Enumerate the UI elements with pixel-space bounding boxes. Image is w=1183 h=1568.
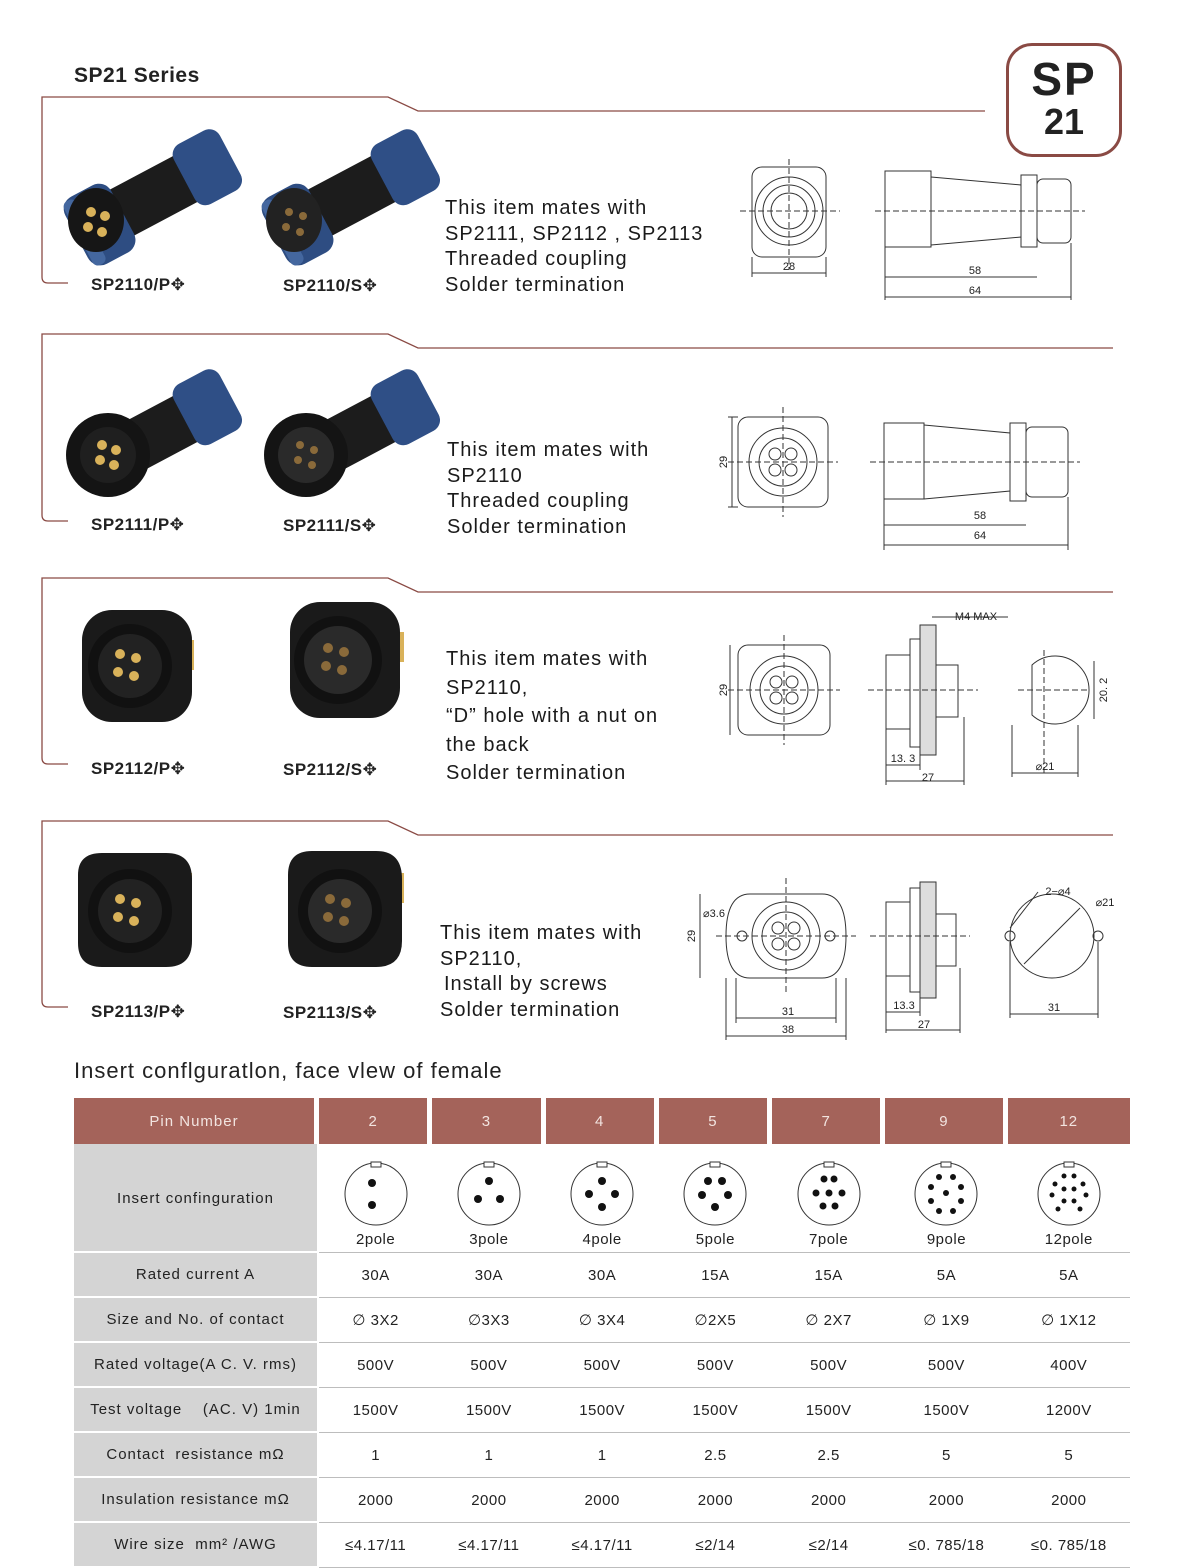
insert-config-title: Insert conflguratlon, face vlew of female <box>74 1058 503 1083</box>
table-cell: 500V <box>432 1343 545 1388</box>
sp2110-description <box>445 196 703 298</box>
table-cell: ∅ 3X2 <box>319 1298 432 1343</box>
sp2112-description <box>446 645 658 788</box>
desc-line: This item mates with <box>447 439 650 461</box>
sp2112-dimension-drawing <box>708 605 1118 790</box>
insert-4pole-diagram <box>567 1159 637 1229</box>
table-cell: 1500V <box>885 1388 1007 1433</box>
table-row <box>74 1478 1130 1523</box>
desc-line: This item mates with <box>445 197 648 219</box>
dim-face-width: 28 <box>782 261 796 273</box>
dim-depth-1: 13. 3 <box>890 753 916 765</box>
table-cell: 1200V <box>1008 1388 1130 1433</box>
desc-line: This item mates with <box>440 922 643 944</box>
dim-cutout: ⌀21 <box>1095 897 1115 909</box>
pole-label: 7pole <box>809 1231 849 1248</box>
table-cell: 15A <box>772 1253 885 1298</box>
table-cell: 1500V <box>319 1388 432 1433</box>
table-row <box>74 1144 1130 1253</box>
dim-length-1: 58 <box>973 510 987 522</box>
table-cell: 5A <box>1008 1253 1130 1298</box>
table-cell: 2000 <box>772 1478 885 1523</box>
table-cell: 1 <box>546 1433 659 1478</box>
row-label: Insert confinguration <box>74 1144 319 1253</box>
table-row <box>74 1343 1130 1388</box>
table-cell: 2000 <box>885 1478 1007 1523</box>
table-cell: ∅ 1X9 <box>885 1298 1007 1343</box>
desc-line: SP2111, SP2112 , SP2113 <box>445 222 704 245</box>
table-cell: 5 <box>885 1433 1007 1478</box>
desc-line: Solder termination <box>446 762 627 784</box>
desc-line: This item mates with <box>446 648 649 670</box>
desc-line: SP2110, <box>440 947 523 970</box>
insert-config-cell <box>659 1144 772 1253</box>
sp2110-socket-label: SP2110/S✥ <box>283 276 378 295</box>
table-cell: ∅3X3 <box>432 1298 545 1343</box>
table-cell: 500V <box>772 1343 885 1388</box>
table-cell: ≤4.17/11 <box>432 1523 545 1568</box>
sp2110-dimension-drawing <box>735 155 1115 305</box>
pin-count-header: 2 <box>319 1098 432 1144</box>
table-cell: 30A <box>319 1253 432 1298</box>
desc-line: Install by screws <box>444 973 608 995</box>
insert-config-cell <box>432 1144 545 1253</box>
desc-line: “D” hole with a nut on <box>446 705 659 727</box>
desc-line: SP2110 <box>447 464 523 487</box>
dim-hole-height: 20. 2 <box>1098 677 1110 703</box>
dim-depth-2: 27 <box>921 772 935 784</box>
sp2110-plug-label: SP2110/P✥ <box>91 275 186 294</box>
table-cell: ≤2/14 <box>659 1523 772 1568</box>
table-cell: ∅ 2X7 <box>772 1298 885 1343</box>
table-cell: ≤2/14 <box>772 1523 885 1568</box>
table-header-row <box>74 1098 1130 1144</box>
dim-length-2: 64 <box>968 285 982 297</box>
pole-label: 9pole <box>926 1231 967 1248</box>
table-row <box>74 1388 1130 1433</box>
desc-line: SP2110, <box>446 676 529 699</box>
table-cell: 2.5 <box>659 1433 772 1478</box>
dim-mount-holes: 2−⌀4 <box>1045 886 1071 898</box>
table-cell: 2000 <box>1008 1478 1130 1523</box>
dim-length-2: 64 <box>973 530 987 542</box>
insert-2pole-diagram <box>341 1159 411 1229</box>
table-cell: 2.5 <box>772 1433 885 1478</box>
table-cell: 2000 <box>319 1478 432 1523</box>
table-cell: 1500V <box>546 1388 659 1433</box>
dim-face-height: 29 <box>686 929 698 943</box>
table-cell: 500V <box>885 1343 1007 1388</box>
dim-depth-1: 13.3 <box>893 1000 915 1012</box>
logo-line-2: 21 <box>1043 101 1085 142</box>
sp2113-socket-label: SP2113/S✥ <box>283 1003 378 1022</box>
table-cell: ≤0. 785/18 <box>1008 1523 1130 1568</box>
sp2113-plug-photo <box>68 845 218 975</box>
table-cell: 30A <box>546 1253 659 1298</box>
row-label: Wire size mm² /AWG <box>74 1523 319 1568</box>
dim-face-height: 29 <box>718 455 730 469</box>
table-cell: 5A <box>885 1253 1007 1298</box>
insert-5pole-diagram <box>680 1159 750 1229</box>
table-row <box>74 1298 1130 1343</box>
table-cell: 5 <box>1008 1433 1130 1478</box>
sp2111-socket-photo <box>256 360 446 510</box>
table-cell: 500V <box>546 1343 659 1388</box>
insert-12pole-diagram <box>1034 1159 1104 1229</box>
table-cell: 500V <box>319 1343 432 1388</box>
sp2112-plug-label: SP2112/P✥ <box>91 759 186 778</box>
insert-3pole-diagram <box>454 1159 524 1229</box>
pin-count-header: 7 <box>772 1098 885 1144</box>
sp2111-dimension-drawing <box>710 405 1110 555</box>
table-cell: ∅ 3X4 <box>546 1298 659 1343</box>
dim-depth-2: 27 <box>917 1019 931 1031</box>
insert-config-cell <box>885 1144 1007 1253</box>
sp2113-socket-photo <box>278 845 428 975</box>
table-cell: 1500V <box>659 1388 772 1433</box>
table-cell: 30A <box>432 1253 545 1298</box>
dim-width-2: 38 <box>781 1024 795 1036</box>
pole-label: 4pole <box>582 1231 622 1248</box>
sp2113-description <box>440 921 642 1023</box>
pin-count-header: 5 <box>659 1098 772 1144</box>
row-label: Rated current A <box>74 1253 319 1298</box>
pole-label: 5pole <box>695 1231 735 1248</box>
desc-line: Solder termination <box>440 998 621 1021</box>
dim-face-height: 29 <box>718 683 730 697</box>
desc-line: Solder termination <box>445 273 626 296</box>
table-cell: 400V <box>1008 1343 1130 1388</box>
table-cell: 1 <box>432 1433 545 1478</box>
row-label: Test voltage (AC. V) 1min <box>74 1388 319 1433</box>
table-cell: ∅2X5 <box>659 1298 772 1343</box>
row-label: Size and No. of contact <box>74 1298 319 1343</box>
sp2110-socket-photo <box>256 120 446 270</box>
row-label: Contact resistance mΩ <box>74 1433 319 1478</box>
table-cell: 2000 <box>546 1478 659 1523</box>
series-title: SP21 Series <box>74 64 200 87</box>
table-cell: ∅ 1X12 <box>1008 1298 1130 1343</box>
dim-width-1: 31 <box>781 1006 795 1018</box>
sp2112-socket-label: SP2112/S✥ <box>283 760 378 779</box>
insert-config-cell <box>772 1144 885 1253</box>
sp2111-description <box>447 438 649 540</box>
insert-7pole-diagram <box>794 1159 864 1229</box>
row-label: Rated voltage(A C. V. rms) <box>74 1343 319 1388</box>
pole-label: 3pole <box>469 1231 509 1248</box>
table-cell: ≤4.17/11 <box>319 1523 432 1568</box>
dim-length-1: 58 <box>968 265 982 277</box>
spec-table <box>74 1098 1130 1568</box>
sp2113-plug-label: SP2113/P✥ <box>91 1002 186 1021</box>
pole-label: 12pole <box>1044 1231 1093 1248</box>
pin-count-header: 3 <box>432 1098 545 1144</box>
pin-number-header: Pin Number <box>74 1098 319 1144</box>
sp2111-plug-label: SP2111/P✥ <box>91 515 185 534</box>
pin-count-header: 9 <box>885 1098 1007 1144</box>
desc-line: Solder termination <box>447 515 628 538</box>
dim-hole-pitch: 31 <box>1047 1002 1061 1014</box>
dim-hole-diameter: ⌀21 <box>1035 761 1055 773</box>
sp2110-plug-photo <box>58 120 248 270</box>
sp2111-socket-label: SP2111/S✥ <box>283 516 377 535</box>
desc-line: Threaded coupling <box>447 490 630 512</box>
table-cell: 2000 <box>659 1478 772 1523</box>
insert-config-cell <box>546 1144 659 1253</box>
table-cell: ≤4.17/11 <box>546 1523 659 1568</box>
desc-line: the back <box>446 733 530 756</box>
sp2113-dimension-drawing <box>680 868 1120 1043</box>
logo-line-1: SP <box>1031 53 1097 105</box>
table-cell: 1500V <box>432 1388 545 1433</box>
sp2111-plug-photo <box>58 360 248 510</box>
pin-count-header: 12 <box>1008 1098 1130 1144</box>
table-cell: 15A <box>659 1253 772 1298</box>
table-row <box>74 1253 1130 1298</box>
insert-config-cell <box>319 1144 432 1253</box>
table-row <box>74 1523 1130 1568</box>
table-cell: 2000 <box>432 1478 545 1523</box>
table-cell: 500V <box>659 1343 772 1388</box>
table-cell: 1500V <box>772 1388 885 1433</box>
insert-config-cell <box>1008 1144 1130 1253</box>
dim-m4-max: M4 MAX <box>954 611 998 623</box>
table-cell: 1 <box>319 1433 432 1478</box>
dim-screw-hole: ⌀3.6 <box>703 908 725 920</box>
sp2112-socket-photo <box>278 598 428 728</box>
desc-line: Threaded coupling <box>445 248 628 270</box>
insert-9pole-diagram <box>911 1159 981 1229</box>
row-label: Insulation resistance mΩ <box>74 1478 319 1523</box>
pole-label: 2pole <box>356 1231 396 1248</box>
sp2112-plug-photo <box>68 602 218 732</box>
pin-count-header: 4 <box>546 1098 659 1144</box>
table-cell: ≤0. 785/18 <box>885 1523 1007 1568</box>
table-row <box>74 1433 1130 1478</box>
